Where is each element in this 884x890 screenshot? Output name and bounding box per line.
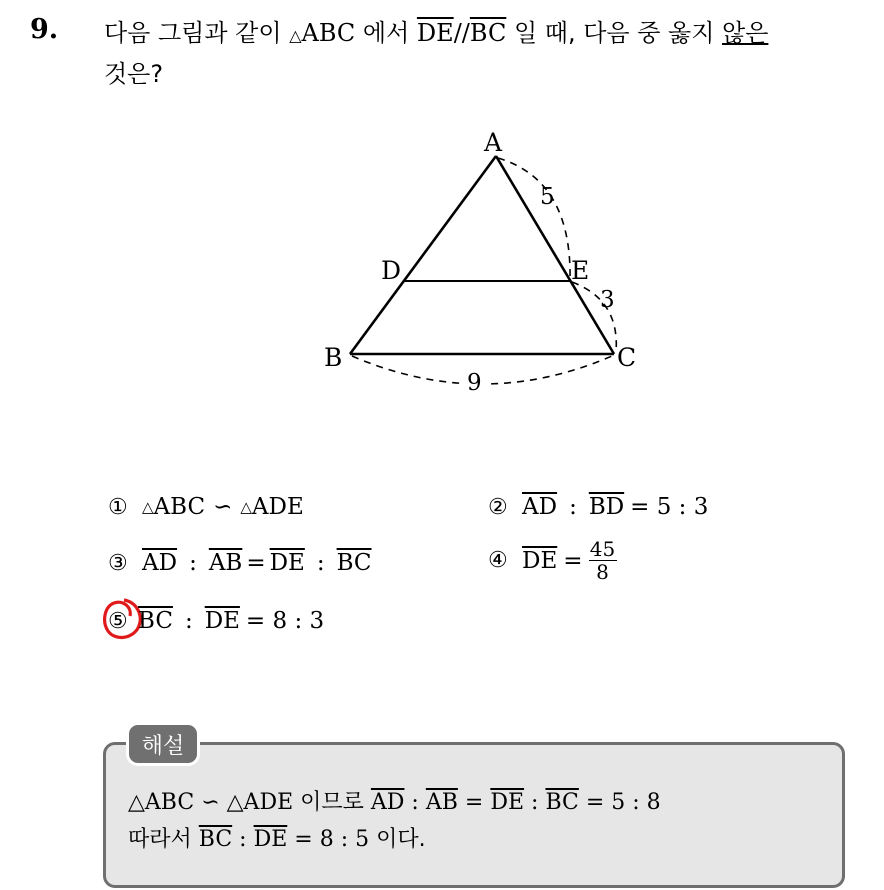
choice-3-seg-1: $\overline{AD}$ <box>142 550 178 576</box>
choice-1-triangle-1: ABC <box>153 494 206 520</box>
choice-4-number: ④ <box>488 548 508 573</box>
sol-ratio-1: 5 : 8 <box>611 790 661 815</box>
sol-text-2: 따라서 <box>128 827 199 852</box>
choice-3-equals: = <box>246 550 266 576</box>
length-bc: 9 <box>467 370 482 396</box>
choice-2-ratio: = 5 : 3 <box>630 494 709 520</box>
sol-colon-1: : <box>404 790 426 815</box>
sol-seg-de-2: $\overline{DE}$ <box>253 827 288 852</box>
sol-seg-bc: $\overline{BC}$ <box>545 790 579 815</box>
choice-5-ratio: = 8 : 3 <box>245 608 325 634</box>
fraction-denominator: 8 <box>596 560 609 584</box>
solution-tab: 해설 <box>126 722 200 766</box>
label-b: B <box>324 343 343 372</box>
label-d: D <box>381 256 402 285</box>
choice-2-seg-2: $\overline{BD}$ <box>588 494 625 520</box>
question-text-part3: 일 때, 다음 중 옳지 <box>506 19 723 47</box>
choice-3-seg-3: $\overline{DE}$ <box>269 550 305 576</box>
segment-de: $\overline{DE}$ <box>416 19 454 47</box>
choice-1-number: ① <box>108 494 128 520</box>
sol-seg-ad: $\overline{AD}$ <box>370 790 405 815</box>
sol-colon-2: : <box>524 790 546 815</box>
sol-ratio-2: 8 : 5 <box>319 827 370 852</box>
sol-equals-2: = <box>578 790 612 815</box>
fraction-numerator: 45 <box>589 537 616 561</box>
choice-5-seg-1: $\overline{BC}$ <box>138 608 173 634</box>
choice-3-number: ③ <box>108 550 128 576</box>
solution-line-1 <box>128 785 661 816</box>
choice-2[interactable] <box>488 494 708 520</box>
triangle-name: ABC <box>301 19 356 47</box>
parallel-symbol: // <box>453 19 470 47</box>
sol-text-1: 이므로 <box>293 790 371 815</box>
choice-1[interactable] <box>108 494 304 520</box>
choice-5[interactable] <box>108 608 324 634</box>
sol-triangle-2: △ADE <box>226 790 294 815</box>
choice-4[interactable] <box>488 538 617 583</box>
choice-3-seg-4: $\overline{BC}$ <box>336 550 372 576</box>
label-e: E <box>571 256 590 285</box>
segment-bc: $\overline{BC}$ <box>469 19 507 47</box>
side-ab <box>350 156 496 354</box>
triangle-symbol: △ <box>289 26 302 45</box>
question-number: 9. <box>30 14 59 45</box>
label-c: C <box>617 343 637 372</box>
choice-1-triangle-symbol-1: △ <box>142 498 154 516</box>
sol-similar: ∽ <box>194 790 227 815</box>
side-ac <box>496 156 614 354</box>
choice-3-colon-1: : <box>189 550 197 576</box>
choice-3-seg-2: $\overline{AB}$ <box>208 550 243 576</box>
choice-5-number: ⑤ <box>108 608 128 634</box>
choice-4-seg-1: $\overline{DE}$ <box>522 547 558 574</box>
label-a: A <box>484 128 503 157</box>
sol-equals-3: = <box>287 827 320 852</box>
sol-seg-bc-2: $\overline{BC}$ <box>198 827 233 852</box>
sol-colon-3: : <box>232 827 254 852</box>
choice-3-colon-2: : <box>316 550 325 576</box>
question-text-part2: 에서 <box>355 19 417 47</box>
choice-2-number: ② <box>488 494 508 520</box>
choice-3[interactable] <box>108 550 372 576</box>
emphasis-text: 않은 <box>722 19 769 47</box>
length-ae: 5 <box>540 184 555 210</box>
length-ec: 3 <box>600 287 615 313</box>
choice-4-equals: = <box>563 547 583 574</box>
solution-line-2 <box>128 822 426 853</box>
sol-equals-1: = <box>457 790 491 815</box>
similar-symbol: ∽ <box>213 494 233 520</box>
choice-2-seg-1: $\overline{AD}$ <box>522 494 558 520</box>
question-text-part1: 다음 그림과 같이 <box>104 19 290 47</box>
fraction <box>589 538 617 583</box>
choice-2-colon: : <box>569 494 577 520</box>
sol-seg-de: $\overline{DE}$ <box>490 790 525 815</box>
sol-text-end: 이다. <box>369 827 426 852</box>
sol-seg-ab: $\overline{AB}$ <box>425 790 458 815</box>
choice-1-triangle-2: ADE <box>251 494 304 520</box>
choice-5-colon: : <box>184 608 193 634</box>
sol-triangle-1: △ABC <box>128 790 195 815</box>
question-text-part4: 것은? <box>104 60 164 88</box>
choice-1-triangle-symbol-2: △ <box>240 498 252 516</box>
choice-5-seg-2: $\overline{DE}$ <box>204 608 240 634</box>
